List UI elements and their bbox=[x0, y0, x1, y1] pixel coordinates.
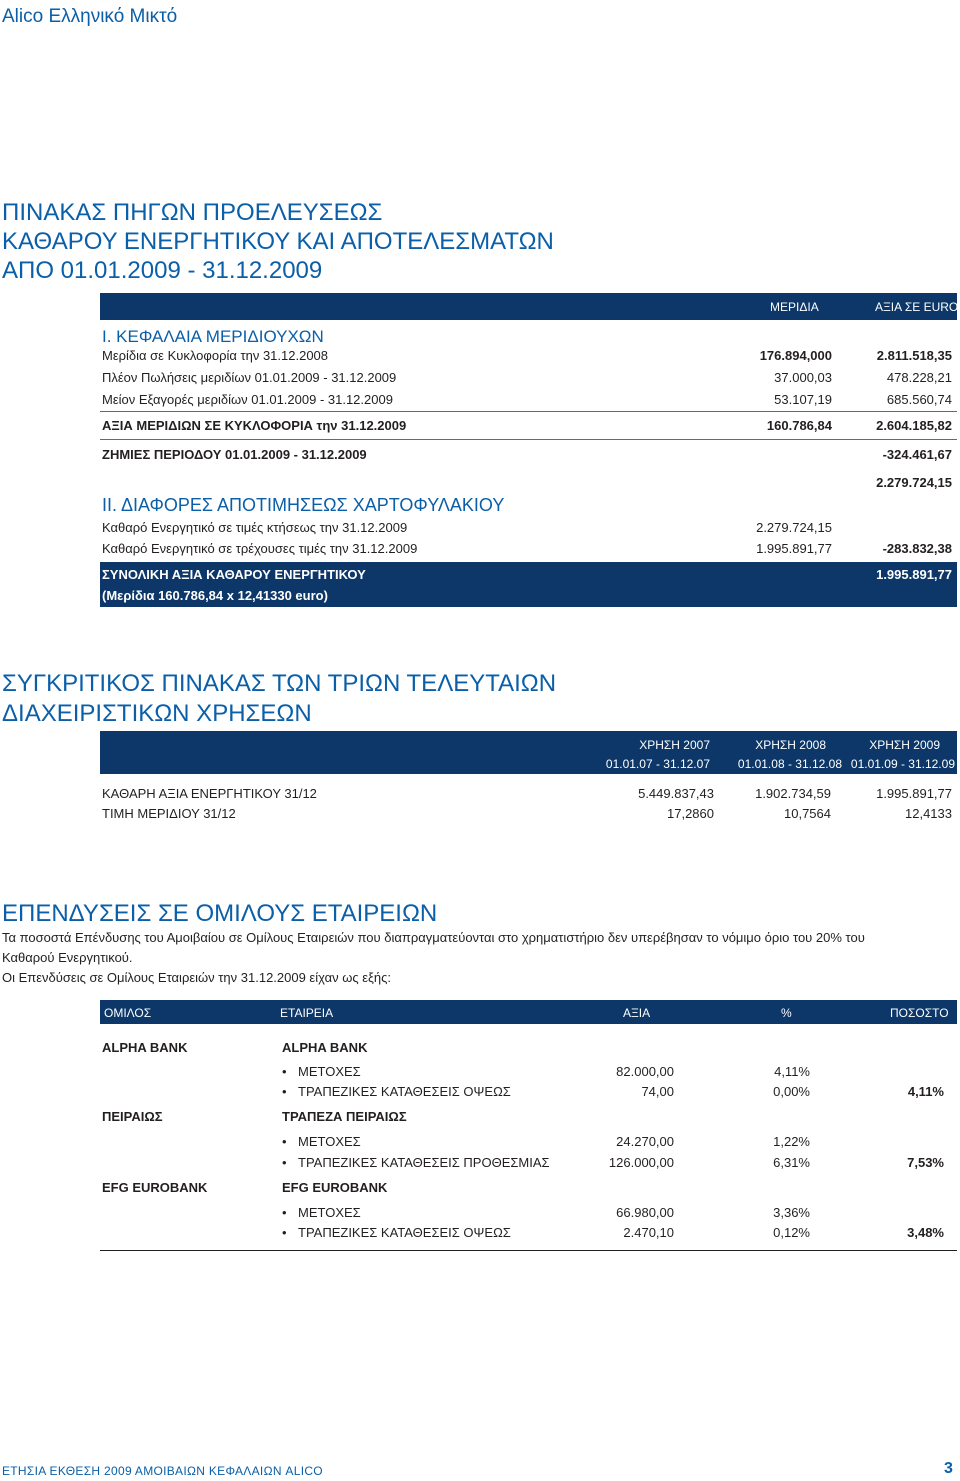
nav-2008: 1.902.734,59 bbox=[755, 786, 831, 801]
holding-value: 2.470,10 bbox=[623, 1225, 674, 1240]
row-1-value: 2.811.518,35 bbox=[876, 348, 952, 363]
col-value-header: ΑΞΙΑ ΣΕ EURO bbox=[875, 300, 959, 314]
nav-2007: 5.449.837,43 bbox=[638, 786, 714, 801]
valuation-row-1-units: 2.279.724,15 bbox=[756, 520, 832, 535]
unit-price-2009: 12,4133 bbox=[905, 806, 952, 821]
sources-title-line-3: ΑΠΟ 01.01.2009 - 31.12.2009 bbox=[2, 257, 323, 284]
col-company-header: ΕΤΑΙΡΕΙΑ bbox=[280, 1006, 334, 1020]
group-name: ALPHA BANK bbox=[102, 1040, 188, 1055]
col-2008-period: 01.01.08 - 31.12.08 bbox=[737, 757, 842, 771]
row-2-units: 37.000,03 bbox=[774, 370, 832, 385]
col-share-header: ΠΟΣΟΣΤΟ bbox=[890, 1006, 949, 1020]
bullet-icon: • bbox=[282, 1134, 287, 1149]
holding-name: ΜΕΤΟΧΕΣ bbox=[298, 1134, 361, 1149]
investments-intro: Οι Επενδύσεις σε Ομίλους Εταιρειών την 31.12.2009 είχαν ως εξής: bbox=[2, 970, 391, 985]
group-share: 7,53% bbox=[907, 1155, 944, 1170]
holding-pct: 0,00% bbox=[773, 1084, 810, 1099]
col-pct-header: % bbox=[781, 1006, 792, 1020]
row-separator bbox=[100, 411, 957, 412]
row-1-units: 176.894,000 bbox=[759, 348, 832, 363]
bullet-icon: • bbox=[282, 1155, 287, 1170]
total-net-assets-bar bbox=[100, 562, 957, 607]
group-name: ΠΕΙΡΑΙΩΣ bbox=[102, 1109, 163, 1124]
holding-pct: 0,12% bbox=[773, 1225, 810, 1240]
total-label: ΣΥΝΟΛΙΚΗ ΑΞΙΑ ΚΑΘΑΡΟΥ ΕΝΕΡΓΗΤΙΚΟΥ bbox=[102, 567, 366, 582]
holding-value: 74,00 bbox=[641, 1084, 674, 1099]
group-share: 4,11% bbox=[907, 1084, 944, 1099]
valuation-row-2-units: 1.995.891,77 bbox=[756, 541, 832, 556]
holding-pct: 6,31% bbox=[773, 1155, 810, 1170]
nav-2009: 1.995.891,77 bbox=[876, 786, 952, 801]
holding-value: 66.980,00 bbox=[616, 1205, 674, 1220]
holding-pct: 1,22% bbox=[773, 1134, 810, 1149]
document-header-title: Alico Ελληνικό Μικτό bbox=[2, 6, 178, 27]
sources-header-bar bbox=[100, 293, 957, 320]
sources-title-line-1: ΠΙΝΑΚΑΣ ΠΗΓΩΝ ΠΡΟΕΛΕΥΣΕΩΣ bbox=[2, 199, 383, 226]
total-value: 1.995.891,77 bbox=[876, 567, 952, 582]
holding-name: ΤΡΑΠΕΖΙΚΕΣ ΚΑΤΑΘΕΣΕΙΣ ΟΨΕΩΣ bbox=[298, 1225, 511, 1240]
company-name: ALPHA BANK bbox=[282, 1040, 368, 1055]
sources-title-line-2: ΚΑΘΑΡΟΥ ΕΝΕΡΓΗΤΙΚΟΥ ΚΑΙ ΑΠΟΤΕΛΕΣΜΑΤΩΝ bbox=[2, 228, 554, 255]
losses-subtotal: 2.279.724,15 bbox=[876, 475, 952, 490]
total-sublabel: (Μερίδια 160.786,84 x 12,41330 euro) bbox=[102, 588, 328, 603]
row-3-value: 685.560,74 bbox=[886, 392, 952, 407]
investments-paragraph-line-1: Τα ποσοστά Επένδυσης του Αμοιβαίου σε Ομίλους Εταιρειών που διαπραγματεύονται στο χρηματιστήριο δεν υπερέβησαν το νόμιμο όριο του 20% του bbox=[2, 930, 865, 945]
comparative-title-line-2: ΔΙΑΧΕΙΡΙΣΤΙΚΩΝ ΧΡΗΣΕΩΝ bbox=[2, 700, 312, 727]
section-2-title: ΙΙ. ΔΙΑΦΟΡΕΣ ΑΠΟΤΙΜΗΣΕΩΣ ΧΑΡΤΟΦΥΛΑΚΙΟΥ bbox=[102, 495, 505, 515]
valuation-row-2-label: Καθαρό Ενεργητικό σε τρέχουσες τιμές την 31.12.2009 bbox=[102, 541, 418, 556]
row-1-label: Μερίδια σε Κυκλοφορία την 31.12.2008 bbox=[102, 348, 329, 363]
group-share: 3,48% bbox=[907, 1225, 944, 1240]
row-2-label: Πλέον Πωλήσεις μεριδίων 01.01.2009 - 31.12.2009 bbox=[102, 370, 397, 385]
company-name: ΤΡΑΠΕΖΑ ΠΕΙΡΑΙΩΣ bbox=[282, 1109, 407, 1124]
col-2009-period: 01.01.09 - 31.12.09 bbox=[850, 757, 955, 771]
comparative-title-line-1: ΣΥΓΚΡΙΤΙΚΟΣ ΠΙΝΑΚΑΣ ΤΩΝ ΤΡΙΩΝ ΤΕΛΕΥΤΑΙΩΝ bbox=[2, 670, 557, 697]
company-name: EFG EUROBANK bbox=[282, 1180, 388, 1195]
holding-pct: 4,11% bbox=[774, 1064, 810, 1079]
unit-price-2007: 17,2860 bbox=[667, 806, 714, 821]
col-2007-year: ΧΡΗΣΗ 2007 bbox=[639, 738, 710, 752]
row-3-label: Μείον Εξαγορές μεριδίων 01.01.2009 - 31.12.2009 bbox=[102, 392, 393, 407]
bullet-icon: • bbox=[282, 1205, 287, 1220]
holding-pct: 3,36% bbox=[773, 1205, 810, 1220]
row-2-value: 478.228,21 bbox=[886, 370, 952, 385]
holding-name: ΤΡΑΠΕΖΙΚΕΣ ΚΑΤΑΘΕΣΕΙΣ ΟΨΕΩΣ bbox=[298, 1084, 511, 1099]
units-total-value: 2.604.185,82 bbox=[876, 418, 952, 433]
holding-name: ΤΡΑΠΕΖΙΚΕΣ ΚΑΤΑΘΕΣΕΙΣ ΠΡΟΘΕΣΜΙΑΣ bbox=[298, 1155, 550, 1170]
col-group-header: ΟΜΙΛΟΣ bbox=[104, 1006, 152, 1020]
unit-price-row-label: ΤΙΜΗ ΜΕΡΙΔΙΟΥ 31/12 bbox=[102, 806, 236, 821]
bullet-icon: • bbox=[282, 1084, 287, 1099]
table-bottom-rule bbox=[100, 1250, 957, 1251]
col-value-header: ΑΞΙΑ bbox=[623, 1006, 651, 1020]
holding-value: 126.000,00 bbox=[608, 1155, 674, 1170]
units-total-label: ΑΞΙΑ ΜΕΡΙΔΙΩΝ ΣΕ ΚΥΚΛΟΦΟΡΙΑ την 31.12.2009 bbox=[102, 418, 407, 433]
units-total-units: 160.786,84 bbox=[766, 418, 832, 433]
valuation-row-1-label: Καθαρό Ενεργητικό σε τιμές κτήσεως την 31.12.2009 bbox=[102, 520, 408, 535]
unit-price-2008: 10,7564 bbox=[784, 806, 831, 821]
holding-value: 82.000,00 bbox=[616, 1064, 674, 1079]
investments-header-bar bbox=[100, 1000, 957, 1024]
comparative-header-bar bbox=[100, 731, 957, 774]
col-units-header: ΜΕΡΙΔΙΑ bbox=[770, 300, 819, 314]
bullet-icon: • bbox=[282, 1225, 287, 1240]
col-2009-year: ΧΡΗΣΗ 2009 bbox=[869, 738, 940, 752]
group-name: EFG EUROBANK bbox=[102, 1180, 208, 1195]
nav-row-label: ΚΑΘΑΡΗ ΑΞΙΑ ΕΝΕΡΓΗΤΙΚΟΥ 31/12 bbox=[102, 786, 317, 801]
col-2007-period: 01.01.07 - 31.12.07 bbox=[605, 757, 710, 771]
investments-paragraph-line-2: Καθαρού Ενεργητικού. bbox=[2, 950, 133, 965]
losses-value: -324.461,67 bbox=[882, 447, 952, 462]
investments-title: ΕΠΕΝΔΥΣΕΙΣ ΣΕ ΟΜΙΛΟΥΣ ΕΤΑΙΡΕΙΩΝ bbox=[2, 900, 438, 927]
row-3-units: 53.107,19 bbox=[774, 392, 832, 407]
col-2008-year: ΧΡΗΣΗ 2008 bbox=[755, 738, 826, 752]
holding-name: ΜΕΤΟΧΕΣ bbox=[298, 1064, 361, 1079]
page-number: 3 bbox=[944, 1460, 953, 1477]
losses-label: ΖΗΜΙΕΣ ΠΕΡΙΟΔΟΥ 01.01.2009 - 31.12.2009 bbox=[102, 447, 367, 462]
holding-name: ΜΕΤΟΧΕΣ bbox=[298, 1205, 361, 1220]
holding-value: 24.270,00 bbox=[616, 1134, 674, 1149]
row-separator bbox=[100, 439, 957, 440]
section-1-title: Ι. ΚΕΦΑΛΑΙΑ ΜΕΡΙΔΙΟΥΧΩΝ bbox=[102, 327, 324, 346]
bullet-icon: • bbox=[282, 1064, 287, 1079]
footer-text: ΕΤΗΣΙΑ ΕΚΘΕΣΗ 2009 ΑΜΟΙΒΑΙΩΝ ΚΕΦΑΛΑΙΩΝ ALICO bbox=[2, 1464, 323, 1478]
valuation-row-2-value: -283.832,38 bbox=[882, 541, 952, 556]
